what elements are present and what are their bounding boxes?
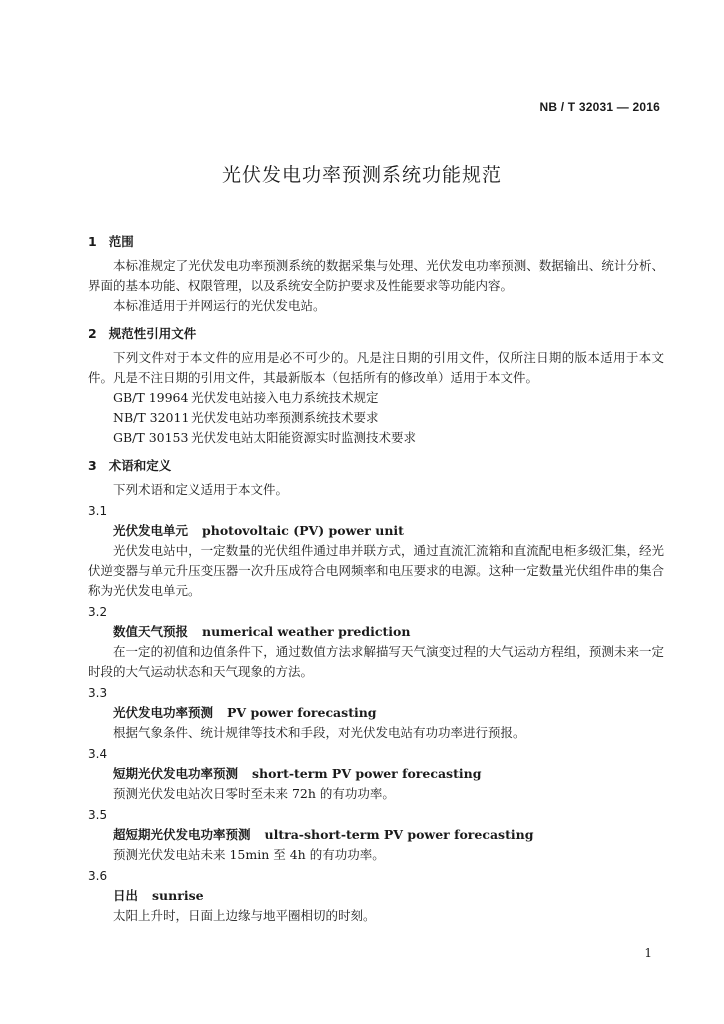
reference-item (88, 388, 664, 408)
term-number: 3.2 (88, 605, 108, 619)
term-en: ultra-short-term PV power forecasting (264, 827, 534, 842)
term-cn: 超短期光伏发电功率预测 (113, 827, 251, 842)
term-en: sunrise (152, 888, 204, 903)
term-number: 3.1 (88, 504, 108, 518)
term-definition: 太阳上升时，日面上边缘与地平圈相切的时刻。 (113, 908, 376, 923)
paragraph: 本标准适用于并网运行的光伏发电站。 (113, 298, 326, 313)
term-heading (88, 622, 664, 642)
term-cn: 日出 (113, 888, 139, 903)
term-number: 3.6 (88, 869, 108, 883)
reference-code: GB/T 19964 (113, 390, 189, 405)
reference-code: NB/T 32011 (113, 410, 190, 425)
term-definition: 在一定的初值和边值条件下，通过数值方法求解描写天气演变过程的大气运动方程组，预测未来一定时段的大气运动状态和天气现象的方法。 (88, 644, 664, 679)
page-number: 1 (644, 946, 652, 960)
section-number: 1 (88, 234, 97, 249)
document-body (88, 232, 664, 926)
reference-item (88, 408, 664, 428)
term-number: 3.3 (88, 686, 108, 700)
reference-title: 光伏发电站功率预测系统技术要求 (191, 410, 379, 425)
standard-code: NB / T 32031 — 2016 (539, 100, 660, 114)
term-cn: 数值天气预报 (113, 624, 189, 639)
term-cn: 短期光伏发电功率预测 (113, 766, 239, 781)
term-heading (88, 764, 664, 784)
section-title: 范围 (108, 234, 134, 249)
section-number: 3 (88, 458, 97, 473)
section-title: 术语和定义 (108, 458, 172, 473)
paragraph: 下列术语和定义适用于本文件。 (113, 482, 289, 497)
term-heading (88, 886, 664, 906)
section-number: 2 (88, 326, 97, 341)
paragraph: 本标准规定了光伏发电功率预测系统的数据采集与处理、光伏发电功率预测、数据输出、统计分析、界面的基本功能、权限管理，以及系统安全防护要求及性能要求等功能内容。 (88, 258, 664, 293)
term-definition: 预测光伏发电站次日零时至未来 72h 的有功功率。 (113, 786, 395, 801)
reference-code: GB/T 30153 (113, 430, 189, 445)
term-definition: 光伏发电站中，一定数量的光伏组件通过串并联方式，通过直流汇流箱和直流配电柜多级汇集，经光伏逆变器与单元升压变压器一次升压成符合电网频率和电压要求的电源。这种一定数量光伏组件串的集合称为光伏发电单元。 (88, 543, 664, 598)
term-cn: 光伏发电功率预测 (113, 705, 214, 720)
reference-item (88, 428, 664, 448)
term-en: photovoltaic (PV) power unit (202, 523, 404, 538)
term-heading (88, 703, 664, 723)
reference-title: 光伏发电站太阳能资源实时监测技术要求 (191, 430, 417, 445)
term-heading (88, 825, 664, 845)
section-heading-terms (88, 456, 664, 476)
term-definition: 预测光伏发电站未来 15min 至 4h 的有功功率。 (113, 847, 385, 862)
document-title: 光伏发电功率预测系统功能规范 (221, 164, 502, 186)
section-heading-scope (88, 232, 664, 252)
term-heading (88, 521, 664, 541)
term-number: 3.4 (88, 747, 108, 761)
term-cn: 光伏发电单元 (113, 523, 189, 538)
section-heading-normative-references (88, 324, 664, 344)
reference-title: 光伏发电站接入电力系统技术规定 (191, 390, 379, 405)
term-en: PV power forecasting (227, 705, 377, 720)
term-en: short-term PV power forecasting (252, 766, 482, 781)
paragraph: 下列文件对于本文件的应用是必不可少的。凡是注日期的引用文件，仅所注日期的版本适用于本文件。凡是不注日期的引用文件，其最新版本（包括所有的修改单）适用于本文件。 (88, 350, 664, 385)
term-number: 3.5 (88, 808, 108, 822)
term-definition: 根据气象条件、统计规律等技术和手段，对光伏发电站有功功率进行预报。 (113, 725, 526, 740)
term-en: numerical weather prediction (202, 624, 411, 639)
section-title: 规范性引用文件 (108, 326, 197, 341)
